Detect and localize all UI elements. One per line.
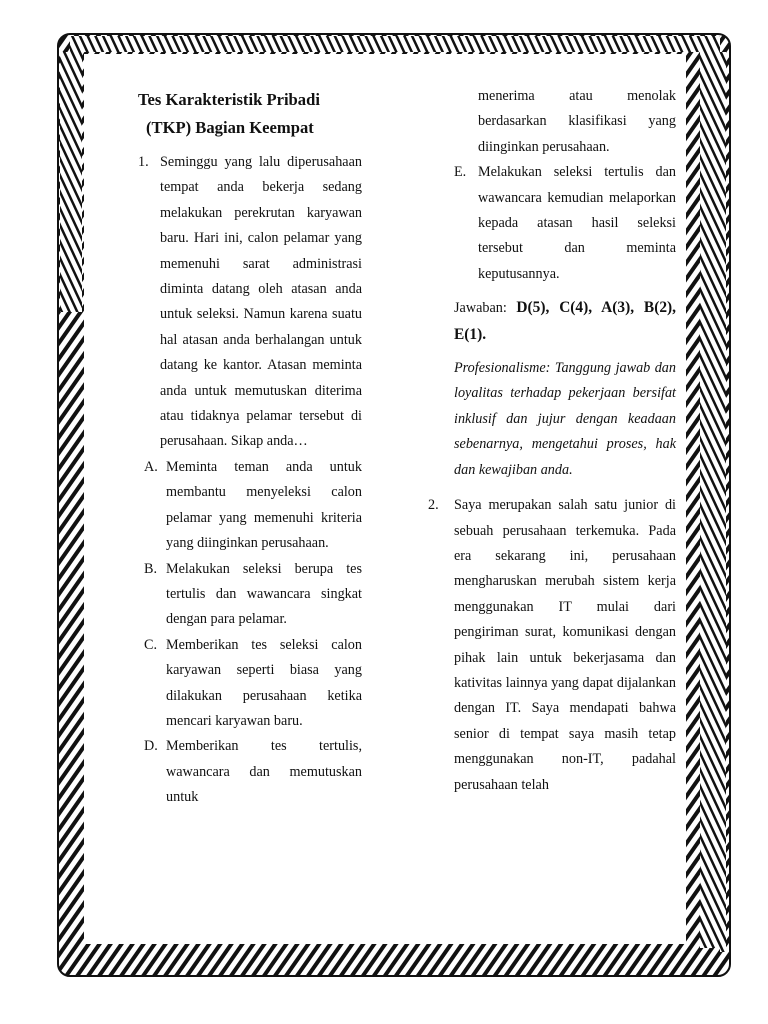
question-1	[138, 150, 362, 455]
question-text: Seminggu yang lalu diperusahaan tempat anda bekerja sedang melakukan perekrutan karyawan baru. Hari ini, calon pelamar yang memenuhi sarat administrasi diminta datang oleh atasan anda untuk seleksi. Namun karena suatu hal atasan anda berhalangan untuk datang ke kantor. Atasan meminta anda untuk memutuskan diterima atau tidaknya pelamar tersebut di perusahaan. Sikap anda…	[160, 154, 362, 450]
explanation-text: Profesionalisme: Tanggung jawab dan loyalitas terhadap pekerjaan bersifat inklusif dan jujur dengan keadaan sebenarnya, mengetahui proses, hak dan kewajiban anda.	[454, 360, 676, 478]
question-text: Saya merupakan salah satu junior di sebuah perusahaan terkemuka. Pada era sekarang ini, perusahaan mengharuskan merubah sistem kerja menggunakan IT mulai dari pengiriman surat, komunikasi dengan pihak lain untuk bekerjasama dan kativitas lainnya yang dapat dijalankan dengan IT. Saya mendapati bahwa senior di tempat saya masih tetap menggunakan non-IT, padahal perusahaan telah	[454, 497, 676, 793]
left-column	[138, 86, 362, 811]
option-d-continued: menerima atau menolak berdasarkan klasifikasi yang diinginkan perusahaan.	[478, 88, 676, 155]
option-text: Memberikan tes seleksi calon karyawan seperti biasa yang dilakukan perusahaan ketika mencari karyawan baru.	[166, 636, 362, 729]
option-letter: E.	[454, 164, 467, 181]
page-title	[138, 86, 362, 142]
question-number: 2.	[428, 497, 439, 514]
title-line-1: Tes Karakteristik Pribadi	[138, 90, 320, 109]
answer-value: D(5), C(4), A(3), B(2), E(1).	[454, 299, 676, 343]
option-c[interactable]	[138, 633, 362, 735]
option-text: Melakukan seleksi berupa tes tertulis dan wawancara singkat dengan para pelamar.	[166, 560, 362, 628]
answer-label: Jawaban:	[454, 300, 507, 317]
option-text: Memberikan tes tertulis, wawancara dan memutuskan untuk	[166, 738, 362, 806]
option-e[interactable]	[454, 160, 676, 287]
answer-line	[454, 295, 676, 348]
option-a[interactable]	[138, 455, 362, 557]
option-letter: D.	[144, 738, 158, 755]
option-b[interactable]	[138, 557, 362, 633]
option-letter: B.	[144, 560, 158, 577]
option-letter: C.	[144, 636, 158, 653]
option-text: Meminta teman anda untuk membantu menyeleksi calon pelamar yang memenuhi kriteria yang diinginkan perusahaan.	[166, 458, 362, 552]
options-list	[138, 455, 362, 811]
question-number: 1.	[138, 154, 149, 170]
right-column	[428, 84, 676, 798]
option-text: Melakukan seleksi tertulis dan wawancara kemudian melaporkan kepada atasan hasil seleksi tersebut dan meminta keputusannya.	[478, 164, 676, 282]
question-2	[428, 493, 676, 798]
option-letter: A.	[144, 458, 158, 475]
option-d[interactable]	[138, 734, 362, 810]
title-line-2: (TKP) Bagian Keempat	[146, 118, 314, 137]
